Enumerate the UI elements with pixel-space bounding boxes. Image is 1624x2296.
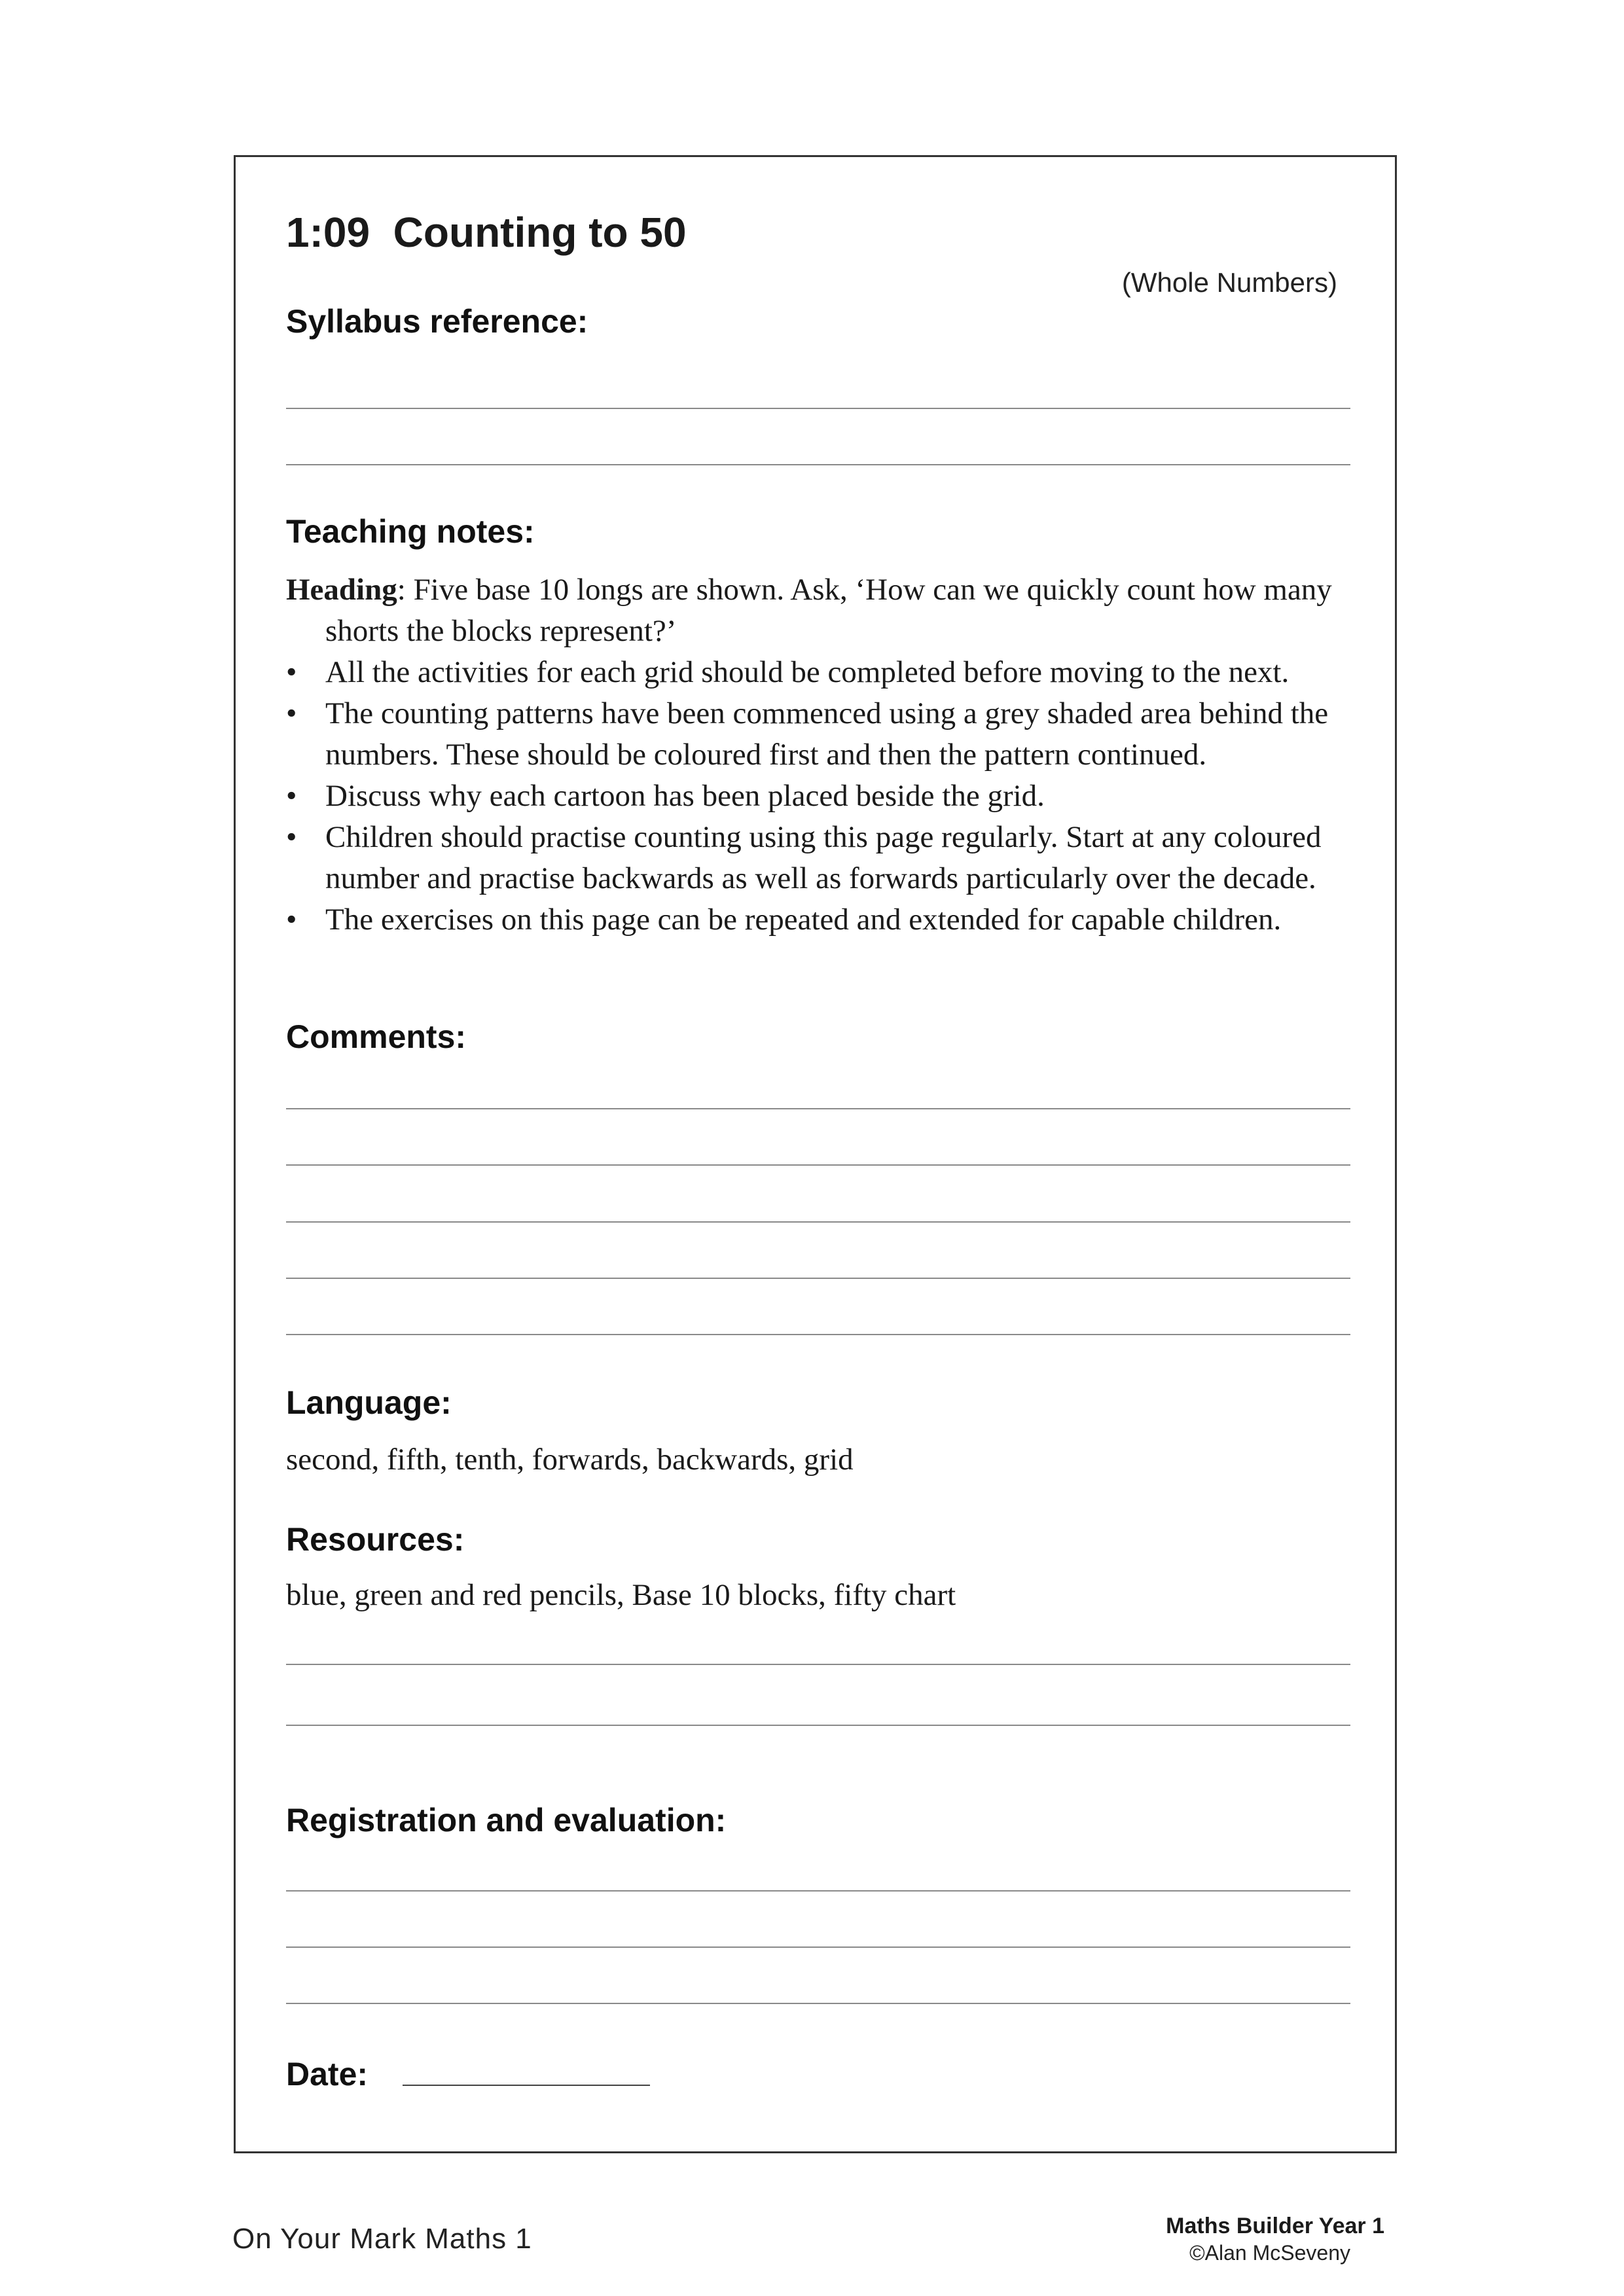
- list-item: • The exercises on this page can be repeated and extended for capable children.: [286, 899, 1360, 941]
- footer-series: On Your Mark Maths 1: [232, 2223, 532, 2255]
- teaching-notes-list: [286, 652, 1360, 941]
- page-title: 1:09 Counting to 50: [286, 209, 687, 256]
- date-line: [403, 2085, 650, 2086]
- registration-heading: Registration and evaluation:: [286, 1802, 727, 1839]
- comments-line-4: [286, 1278, 1350, 1279]
- footer-copyright: ©Alan McSeveny: [1189, 2241, 1350, 2265]
- syllabus-line-2: [286, 464, 1350, 465]
- comments-line-2: [286, 1164, 1350, 1166]
- syllabus-heading: Syllabus reference:: [286, 303, 588, 340]
- resources-line-2: [286, 1725, 1350, 1726]
- date-label: Date:: [286, 2056, 369, 2092]
- comments-line-3: [286, 1221, 1350, 1223]
- registration-line-1: [286, 1890, 1350, 1892]
- list-item: • Discuss why each cartoon has been placed beside the grid.: [286, 776, 1360, 817]
- category-label: (Whole Numbers): [1121, 267, 1337, 298]
- comments-line-1: [286, 1108, 1350, 1109]
- page-frame: [234, 155, 1397, 2153]
- teaching-notes: [286, 569, 1360, 941]
- resources-heading: Resources:: [286, 1521, 465, 1558]
- lead-bold: Heading: [286, 573, 397, 607]
- teaching-notes-heading: Teaching notes:: [286, 513, 535, 550]
- registration-line-3: [286, 2003, 1350, 2004]
- language-text: second, fifth, tenth, forwards, backwards, grid: [286, 1443, 854, 1477]
- registration-line-2: [286, 1946, 1350, 1948]
- list-item: • Children should practise counting using this page regularly. Start at any coloured number and practise backwards as well as forwards particularly over the decade.: [286, 817, 1360, 899]
- comments-line-5: [286, 1334, 1350, 1335]
- comments-heading: Comments:: [286, 1018, 467, 1055]
- footer-book-title: Maths Builder Year 1: [1166, 2214, 1384, 2238]
- resources-line-1: [286, 1664, 1350, 1665]
- list-item: • The counting patterns have been commenced using a grey shaded area behind the numbers. These should be coloured first and then the pattern continued.: [286, 693, 1360, 776]
- language-heading: Language:: [286, 1384, 452, 1421]
- teaching-notes-lead: [286, 569, 1360, 652]
- resources-text: blue, green and red pencils, Base 10 blocks, fifty chart: [286, 1578, 956, 1612]
- list-item: • All the activities for each grid should be completed before moving to the next.: [286, 652, 1360, 693]
- lead-text: : Five base 10 longs are shown. Ask, ‘How can we quickly count how many shorts the blocks represent?’: [325, 573, 1332, 648]
- syllabus-line-1: [286, 408, 1350, 409]
